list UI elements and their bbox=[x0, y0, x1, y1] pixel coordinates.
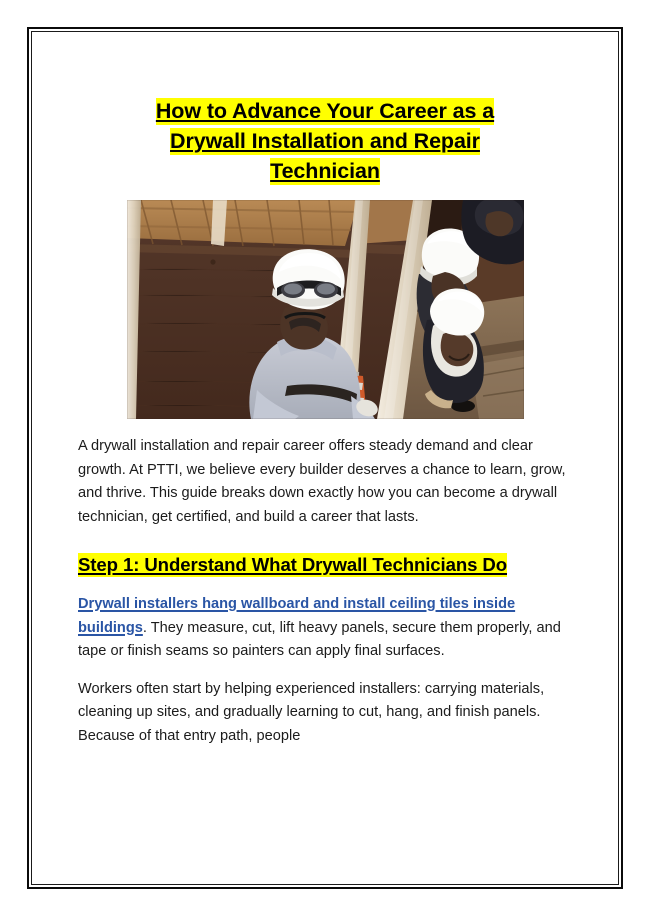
intro-paragraph: A drywall installation and repair career offers steady demand and clear growth. At PTTI, we believe every builder deserves a chance to learn, grow, and thrive. This guide breaks down exactly how you can become a drywall technician, get certified, and build a career that lasts. bbox=[78, 438, 566, 525]
drywall-installers-link[interactable]: Drywall installers hang wallboard and install ceiling tiles inside buildings bbox=[78, 596, 516, 636]
closing-paragraph: Workers often start by helping experienced installers: carrying materials, cleaning up sites, and gradually learning to cut, hang, and finish panels. Because of that entry path, people bbox=[78, 680, 545, 744]
page-title bbox=[78, 96, 572, 186]
construction-workers-photo bbox=[127, 200, 524, 419]
page-title-line-1: How to Advance Your Career as a bbox=[155, 99, 495, 123]
link-paragraph-rest: . They measure, cut, lift heavy panels, secure them properly, and tape or finish seams so painters can apply final surfaces. bbox=[78, 619, 561, 659]
section-heading-step-1 bbox=[78, 551, 572, 579]
figure-container bbox=[78, 200, 572, 419]
page-title-line-2: Drywall Installation and Repair bbox=[170, 129, 480, 153]
document-content bbox=[78, 96, 572, 748]
page-title-line-3: Technician bbox=[270, 159, 380, 183]
link-paragraph bbox=[78, 593, 572, 664]
section-heading-text: Step 1: Understand What Drywall Technicians Do bbox=[78, 554, 507, 575]
